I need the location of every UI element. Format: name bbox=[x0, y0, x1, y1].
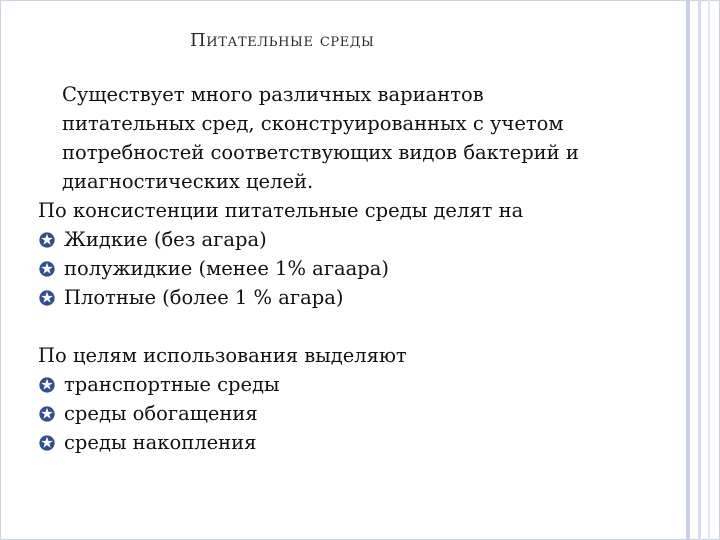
list-item bbox=[38, 399, 678, 428]
decorative-rail bbox=[698, 0, 701, 540]
list-item bbox=[38, 254, 678, 283]
list-item-text: среды накопления bbox=[64, 431, 257, 454]
intro-line: потребностей соответствующих видов бактерий и bbox=[62, 141, 579, 164]
list-item-text: Плотные (более 1 % агара) bbox=[64, 286, 344, 309]
list-item-text: среды обогащения bbox=[64, 402, 258, 425]
list-item bbox=[38, 370, 678, 399]
list-item-text: полужидкие (менее 1% агаара) bbox=[64, 257, 389, 280]
list-item-text: Жидкие (без агара) bbox=[64, 228, 267, 251]
gear-bullet-icon bbox=[38, 405, 56, 423]
decorative-rail bbox=[686, 0, 690, 540]
section-heading: По целям использования выделяют bbox=[38, 344, 407, 367]
gear-bullet-icon bbox=[38, 289, 56, 307]
list-item bbox=[38, 283, 678, 312]
list-item-text: транспортные среды bbox=[64, 373, 280, 396]
slide-body bbox=[38, 80, 678, 457]
list-item bbox=[38, 428, 678, 457]
intro-line: питательных сред, сконструированных с учетом bbox=[62, 112, 564, 135]
decorative-rail bbox=[708, 0, 710, 540]
gear-bullet-icon bbox=[38, 376, 56, 394]
slide-title: Питательные среды bbox=[190, 30, 375, 51]
intro-line: Существует много различных вариантов bbox=[62, 83, 484, 106]
gear-bullet-icon bbox=[38, 434, 56, 452]
gear-bullet-icon bbox=[38, 260, 56, 278]
intro-line: диагностических целей. bbox=[62, 170, 314, 193]
section-heading: По консистенции питательные среды делят на bbox=[38, 199, 524, 222]
gear-bullet-icon bbox=[38, 231, 56, 249]
list-item bbox=[38, 225, 678, 254]
spacer bbox=[38, 312, 678, 341]
